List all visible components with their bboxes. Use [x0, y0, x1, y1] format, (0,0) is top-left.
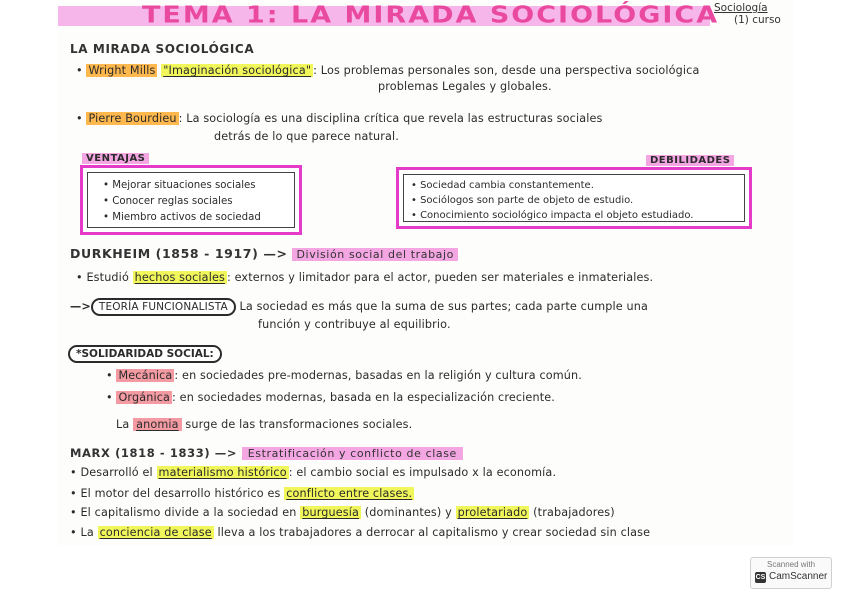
- bourdieu-name: Pierre Bourdieu: [88, 112, 177, 125]
- mecanica-rest: : en sociedades pre-modernas, basadas en la religión y cultura común.: [174, 369, 582, 382]
- marx-line-4: [70, 526, 792, 539]
- marx-l2-prefix: • El motor del desarrollo histórico es: [70, 487, 281, 500]
- anomia-prefix: La: [116, 418, 130, 431]
- marx-line-1: [70, 466, 556, 479]
- ventajas-item: • Miembro activos de sociedad: [103, 212, 261, 223]
- marx-l4-rest: lleva a los trabajadores a derrocar al capitalismo y crear sociedad sin clase: [217, 526, 651, 539]
- durkheim-heading: DURKHEIM (1858 - 1917): [70, 246, 259, 261]
- bullet: •: [106, 369, 117, 382]
- mecanica-line: [106, 369, 582, 382]
- marx-heading: MARX (1818 - 1833): [70, 446, 211, 460]
- ventajas-item: • Conocer reglas sociales: [103, 196, 233, 207]
- marx-heading-line: [70, 446, 463, 460]
- proletariado: proletariado: [457, 506, 528, 519]
- teoria-funcionalista: TEORÍA FUNCIONALISTA: [91, 298, 236, 316]
- course-line-2: (1) curso: [734, 14, 781, 26]
- marx-l1-rest: : el cambio social es impulsado x la economía.: [288, 466, 557, 479]
- debilidades-item: • Conocimiento sociológico impacta el objeto estudiado.: [411, 210, 694, 221]
- wright-mills-name: Wright Mills: [88, 64, 156, 77]
- debilidades-label: DEBILIDADES: [646, 155, 734, 166]
- teoria-line: [70, 300, 648, 313]
- course-label: [714, 2, 781, 26]
- debilidades-list: [411, 178, 693, 223]
- organica-term: Orgánica: [118, 391, 171, 404]
- teoria-arrow-icon: —>: [70, 300, 91, 313]
- hechos-sociales: hechos sociales: [134, 271, 225, 284]
- durkheim-studied-prefix: • Estudió: [76, 271, 129, 284]
- page-title: TEMA 1: LA MIRADA SOCIOLÓGICA: [142, 2, 720, 29]
- conciencia-de-clase: conciencia de clase: [99, 526, 212, 539]
- teoria-line-1: La sociedad es más que la suma de sus partes; cada parte cumple una: [239, 300, 648, 313]
- course-line-1: Sociología: [714, 2, 768, 14]
- wright-line-1: : Los problemas personales son, desde una perspectiva sociológica: [313, 64, 700, 77]
- mecanica-term: Mecánica: [118, 369, 173, 382]
- anomia-term: anomia: [133, 418, 182, 431]
- watermark-brand: CamScanner: [769, 571, 828, 582]
- imaginacion-concept: "Imaginación sociológica": [163, 64, 312, 77]
- marx-topic: Estratificación y conflicto de clase: [242, 447, 463, 460]
- marx-l3-rest: (trabajadores): [533, 506, 615, 519]
- wright-line-2: problemas Legales y globales.: [378, 80, 552, 93]
- bourdieu-line-1: : La sociología es una disciplina crítica que revela las estructuras sociales: [178, 112, 603, 125]
- watermark-caption: Scanned with: [766, 560, 816, 569]
- bullet: •: [76, 64, 87, 77]
- burguesia: burguesía: [302, 506, 360, 519]
- ventajas-label: VENTAJAS: [82, 153, 149, 164]
- ventajas-item: • Mejorar situaciones sociales: [103, 180, 256, 191]
- anomia-rest: surge de las transformaciones sociales.: [185, 418, 413, 431]
- arrow-icon: —>: [214, 446, 238, 460]
- conflicto-entre-clases: conflicto entre clases.: [286, 487, 413, 500]
- ventajas-list: [103, 178, 261, 226]
- anomia-line: [116, 418, 412, 431]
- durkheim-hechos-line: [76, 271, 653, 284]
- bourdieu-line-2: detrás de lo que parece natural.: [214, 130, 400, 143]
- teoria-line-2: función y contribuye al equilibrio.: [258, 318, 451, 331]
- wright-mills-entry: [76, 64, 699, 77]
- marx-l1-prefix: • Desarrolló el: [70, 466, 153, 479]
- debilidades-box: [396, 167, 752, 229]
- marx-line-3: [70, 506, 615, 519]
- organica-line: [106, 391, 555, 404]
- organica-rest: : en sociedades modernas, basada en la especialización creciente.: [172, 391, 555, 404]
- camscanner-logo-icon: CS: [755, 574, 766, 581]
- bullet: •: [106, 391, 117, 404]
- marx-l4-prefix: • La: [70, 526, 94, 539]
- marx-line-2: [70, 487, 414, 500]
- debilidades-item: • Sociólogos son parte de objeto de estudio.: [411, 195, 634, 206]
- marx-l3-mid: (dominantes) y: [364, 506, 452, 519]
- materialismo-historico: materialismo histórico: [158, 466, 287, 479]
- ventajas-box: [80, 165, 302, 235]
- solidaridad-social: *SOLIDARIDAD SOCIAL:: [68, 345, 222, 363]
- section-heading: LA MIRADA SOCIOLÓGICA: [70, 42, 255, 56]
- bullet: •: [76, 112, 87, 125]
- durkheim-heading-line: [70, 246, 458, 261]
- arrow-icon: —>: [263, 246, 288, 261]
- bourdieu-entry: [76, 112, 602, 125]
- durkheim-studied-rest: : externos y limitador para el actor, pueden ser materiales e inmateriales.: [226, 271, 654, 284]
- camscanner-watermark: [750, 557, 832, 589]
- marx-l3-prefix: • El capitalismo divide a la sociedad en: [70, 506, 297, 519]
- debilidades-item: • Sociedad cambia constantemente.: [411, 180, 594, 191]
- durkheim-topic: División social del trabajo: [292, 248, 458, 261]
